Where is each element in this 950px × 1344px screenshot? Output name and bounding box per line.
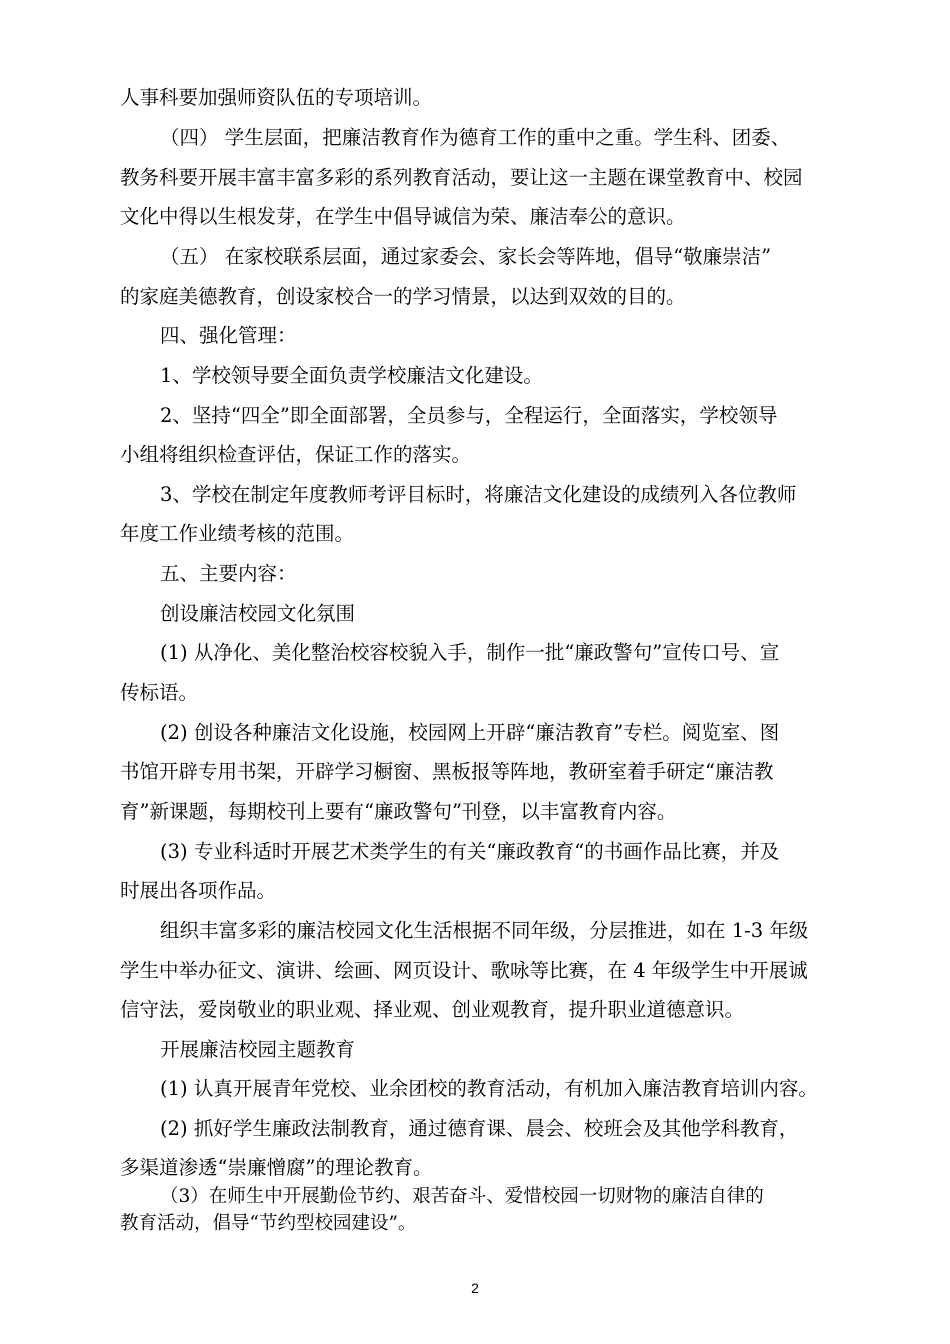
text-line: (2) 抓好学生廉政法制教育，通过德育课、晨会、校班会及其他学科教育， — [160, 1117, 799, 1140]
text-line: （3）在师生中开展勤俭节约、艰苦奋斗、爱惜校园一切财物的廉洁自律的 — [160, 1186, 764, 1207]
text-line: 教育活动，倡导“节约型校园建设”。 — [120, 1213, 417, 1234]
text-line: 教务科要开展丰富丰富多彩的系列教育活动，要让这一主题在课堂教育中、校园 — [120, 166, 803, 189]
text-line: 人事科要加强师资队伍的专项培训。 — [120, 86, 433, 109]
text-line: 年度工作业绩考核的范围。 — [120, 522, 355, 545]
text-line: 时展出各项作品。 — [120, 879, 277, 902]
text-line: (2) 创设各种廉洁文化设施，校园网上开辟“廉洁教育”专栏。阅览室、图 — [160, 721, 780, 744]
text-line: 多渠道渗透“崇廉憎腐”的理论教育。 — [120, 1156, 433, 1179]
text-line: 的家庭美德教育，创设家校合一的学习情景，以达到双效的目的。 — [120, 285, 686, 308]
text-line: 书馆开辟专用书架，开辟学习橱窗、黑板报等阵地，教研室着手研定“廉洁教 — [120, 760, 774, 783]
text-line: （四） 学生层面，把廉洁教育作为德育工作的重中之重。学生科、团委、 — [160, 126, 791, 149]
text-line: 文化中得以生根发芽，在学生中倡导诚信为荣、廉洁奉公的意识。 — [120, 205, 686, 228]
text-line: 1、学校领导要全面负责学校廉洁文化建设。 — [160, 364, 543, 387]
text-line: 信守法，爱岗敬业的职业观、择业观、创业观教育，提升职业道德意识。 — [120, 998, 745, 1021]
text-line: 传标语。 — [120, 681, 199, 704]
text-line: 学生中举办征文、演讲、绘画、网页设计、歌咏等比赛，在 4 年级学生中开展诚 — [120, 959, 808, 982]
text-line: (3) 专业科适时开展艺术类学生的有关“廉政教育“的书画作品比赛，并及 — [160, 840, 780, 863]
section-heading: 四、强化管理： — [160, 324, 297, 347]
subsection-heading: 创设廉洁校园文化氛围 — [160, 602, 356, 625]
section-heading: 五、主要内容： — [160, 562, 297, 585]
page-number: 2 — [471, 1280, 479, 1296]
text-line: (1) 认真开展青年党校、业余团校的教育活动，有机加入廉洁教育培训内容。 — [160, 1077, 818, 1100]
text-line: 2、坚持“四全”即全面部署，全员参与，全程运行，全面落实，学校领导 — [160, 404, 778, 427]
text-line: (1) 从净化、美化整治校容校貌入手，制作一批“廉政警句”宣传口号、宣 — [160, 641, 780, 664]
text-line: 3、学校在制定年度教师考评目标时，将廉洁文化建设的成绩列入各位教师 — [160, 483, 797, 506]
text-line: 育”新课题，每期校刊上要有“廉政警句”刊登，以丰富教育内容。 — [120, 800, 677, 823]
text-line: 小组将组织检查评估，保证工作的落实。 — [120, 443, 472, 466]
text-line: （五） 在家校联系层面，通过家委会、家长会等阵地，倡导“敬廉崇洁” — [160, 245, 772, 268]
subsection-heading: 开展廉洁校园主题教育 — [160, 1038, 356, 1061]
text-line: 组织丰富多彩的廉洁校园文化生活根据不同年级，分层推进，如在 1-3 年级 — [160, 919, 809, 942]
